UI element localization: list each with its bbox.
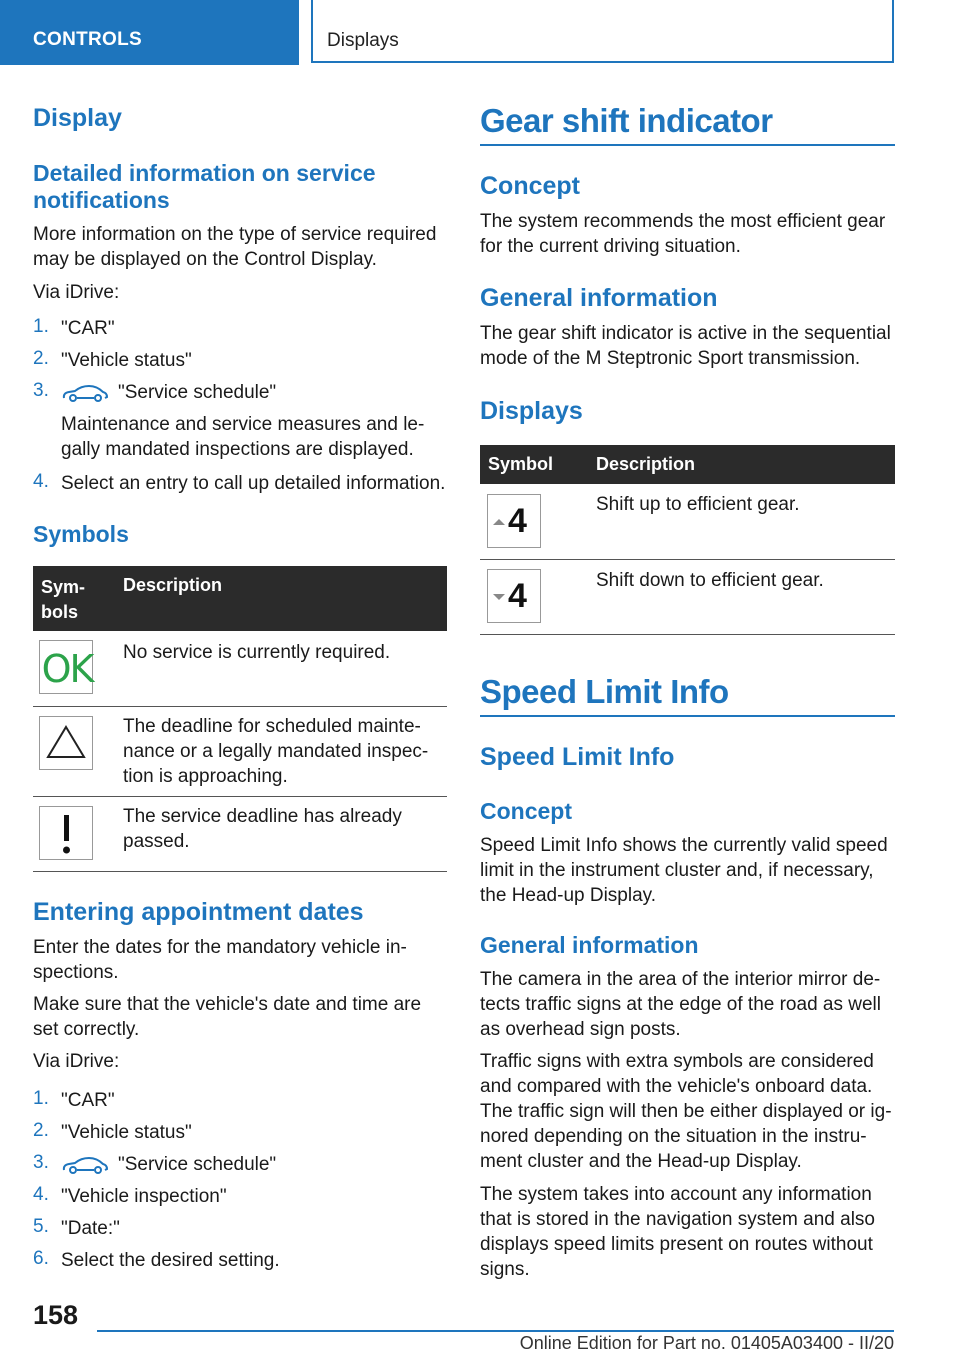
sli-general-text: The traffic sign will then be either displayed or ig- — [480, 1101, 892, 1122]
step-number: 4. — [33, 471, 49, 492]
sli-general-text: The camera in the area of the interior mirror de- — [480, 969, 881, 990]
step-text: "Service schedule" — [118, 1154, 277, 1175]
step-text: "CAR" — [61, 1090, 115, 1111]
gear-description: Shift up to efficient gear. — [596, 494, 800, 515]
step-number: 4. — [33, 1184, 49, 1205]
step-text: "Vehicle status" — [61, 1122, 192, 1143]
column-header-description: Description — [123, 575, 223, 595]
sli-concept-text: limit in the instrument cluster and, if necessary, — [480, 860, 874, 881]
sli-general-text: as overhead sign posts. — [480, 1019, 681, 1040]
step-text: "CAR" — [61, 318, 115, 339]
column-header-line: bols — [41, 602, 79, 622]
gear-number: 4 — [508, 577, 527, 615]
appointment-text: Enter the dates for the mandatory vehicle in- — [33, 937, 407, 958]
service-heading-line2: notifications — [33, 187, 170, 213]
step-note-line2: gally mandated inspections are displayed. — [61, 439, 414, 460]
sli-general-text: and compared with the vehicle's onboard data. — [480, 1076, 873, 1097]
section-tab — [0, 0, 299, 65]
general-info-heading: General information — [480, 284, 718, 312]
column-header-line: Sym- — [41, 577, 86, 597]
row-divider — [33, 871, 447, 872]
heading-rule — [480, 715, 895, 717]
via-idrive-label: Via iDrive: — [33, 1051, 120, 1072]
sli-general-text: signs. — [480, 1259, 530, 1280]
service-intro-line2: may be displayed on the Control Display. — [33, 249, 377, 270]
page-number: 158 — [33, 1300, 79, 1330]
appointment-text: set correctly. — [33, 1019, 140, 1040]
service-intro-line1: More information on the type of service required — [33, 224, 437, 245]
gear-description: Shift down to efficient gear. — [596, 570, 824, 591]
general-info-text: mode of the M Steptronic Sport transmission. — [480, 348, 861, 369]
concept-text: for the current driving situation. — [480, 236, 741, 257]
shift-up-icon — [487, 494, 541, 548]
sli-general-text: ment cluster and the Head-up Display. — [480, 1151, 802, 1172]
symbol-description: No service is currently required. — [123, 642, 391, 663]
step-number: 2. — [33, 348, 49, 369]
symbol-description: The deadline for scheduled mainte- — [123, 716, 421, 737]
speed-limit-subheading: Speed Limit Info — [480, 743, 675, 771]
footer-rule — [97, 1330, 894, 1332]
symbol-description: tion is approaching. — [123, 766, 288, 787]
gear-number: 4 — [508, 502, 527, 540]
step-number: 1. — [33, 316, 49, 337]
step-note-line1: Maintenance and service measures and le- — [61, 414, 425, 435]
edition-text: Online Edition for Part no. 01405A03400 - II/20 — [519, 1333, 894, 1353]
symbols-table-header — [33, 566, 447, 631]
display-heading: Display — [33, 104, 122, 132]
row-divider — [480, 634, 895, 635]
sli-concept-text: the Head-up Display. — [480, 885, 657, 906]
step-number: 5. — [33, 1216, 49, 1237]
step-number: 1. — [33, 1088, 49, 1109]
symbol-description: passed. — [123, 831, 190, 852]
sli-concept-text: Speed Limit Info shows the currently valid speed — [480, 835, 888, 856]
gear-shift-heading: Gear shift indicator — [480, 102, 773, 139]
column-header-symbol: Symbol — [488, 454, 554, 474]
symbol-description: nance or a legally mandated inspec- — [123, 741, 429, 762]
column-header-description: Description — [596, 454, 696, 474]
shift-down-icon — [487, 569, 541, 623]
step-number: 3. — [33, 1152, 49, 1173]
step-text: "Service schedule" — [118, 382, 277, 403]
sli-general-text: tects traffic signs at the edge of the road as well — [480, 994, 881, 1015]
ok-icon — [39, 640, 93, 694]
gear-table-header — [480, 445, 895, 484]
symbols-heading: Symbols — [33, 521, 129, 547]
heading-rule — [480, 144, 895, 146]
ok-icon-text: OK — [41, 647, 93, 691]
step-number: 3. — [33, 380, 49, 401]
column-header-symbols — [41, 575, 85, 625]
row-divider — [33, 796, 447, 797]
chapter-tab — [311, 0, 894, 63]
appointment-text: Make sure that the vehicle's date and time are — [33, 994, 422, 1015]
concept-text: The system recommends the most efficient gear — [480, 211, 886, 232]
car-icon — [61, 383, 109, 408]
row-divider — [480, 559, 895, 560]
row-divider — [33, 706, 447, 707]
sli-general-heading: General information — [480, 932, 699, 958]
speed-limit-heading: Speed Limit Info — [480, 673, 729, 710]
step-text: "Vehicle status" — [61, 350, 192, 371]
appointment-text: spections. — [33, 962, 119, 983]
sli-general-text: Traffic signs with extra symbols are considered — [480, 1051, 874, 1072]
sli-general-text: nored depending on the situation in the instru- — [480, 1126, 867, 1147]
step-number: 6. — [33, 1248, 49, 1269]
appointment-heading: Entering appointment dates — [33, 898, 364, 926]
sli-general-text: displays speed limits present on routes without — [480, 1234, 873, 1255]
step-number: 2. — [33, 1120, 49, 1141]
step-text: "Vehicle inspection" — [61, 1186, 227, 1207]
via-idrive-label: Via iDrive: — [33, 282, 120, 303]
step-text: Select the desired setting. — [61, 1250, 280, 1271]
exclamation-icon — [39, 806, 93, 860]
sli-general-text: that is stored in the navigation system and also — [480, 1209, 876, 1230]
displays-heading: Displays — [480, 397, 583, 425]
symbol-description: The service deadline has already — [123, 806, 402, 827]
car-icon — [61, 1155, 109, 1180]
service-heading-line1: Detailed information on service — [33, 160, 376, 186]
section-title: CONTROLS — [33, 29, 143, 50]
warning-triangle-icon — [39, 716, 93, 770]
sli-general-text: The system takes into account any information — [480, 1184, 872, 1205]
concept-heading: Concept — [480, 172, 580, 200]
sli-concept-heading: Concept — [480, 798, 572, 824]
step-text: Select an entry to call up detailed information. — [61, 473, 446, 494]
chapter-title: Displays — [327, 30, 399, 51]
general-info-text: The gear shift indicator is active in the sequential — [480, 323, 891, 344]
step-text: "Date:" — [61, 1218, 120, 1239]
